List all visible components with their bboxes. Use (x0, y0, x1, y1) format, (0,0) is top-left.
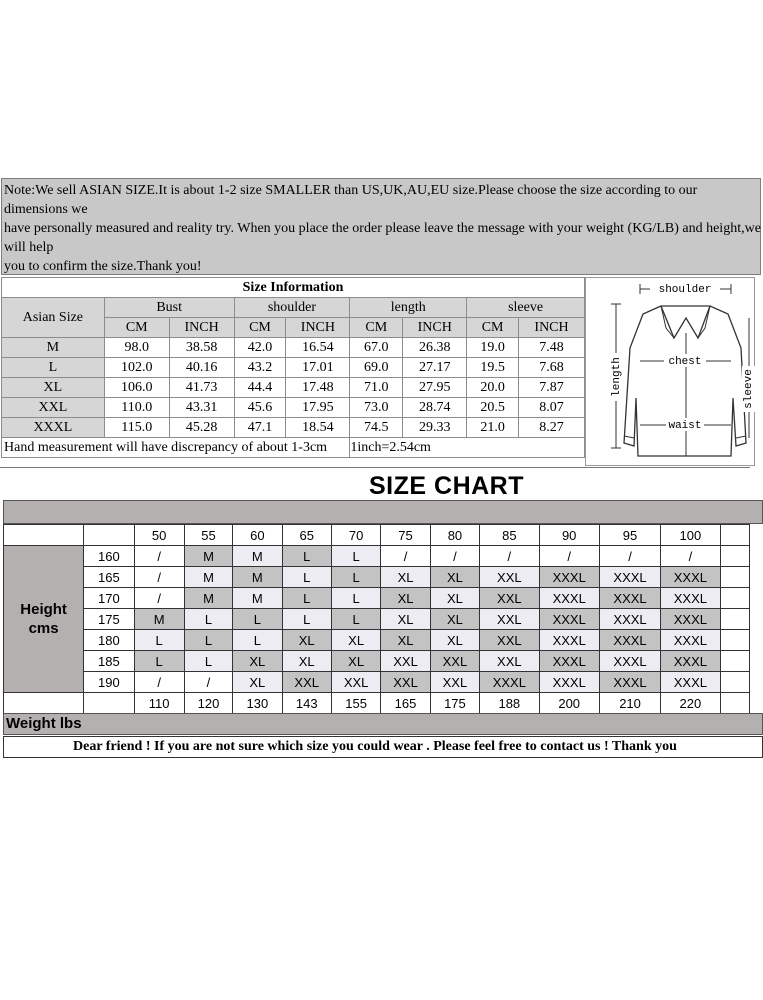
length-header: length (350, 298, 467, 318)
measurement-cell: 98.0 (104, 338, 169, 358)
size-cell: M (233, 567, 282, 588)
size-cell: XL (430, 609, 479, 630)
blank-cell (84, 693, 134, 714)
size-cell: L (233, 609, 282, 630)
size-cell: L (331, 588, 380, 609)
size-cell: L (184, 630, 232, 651)
size-chart-title: SIZE CHART (369, 472, 524, 500)
size-cell: XXXL (599, 567, 660, 588)
weight-kg-cell: 60 (233, 525, 282, 546)
note-line: have personally measured and reality try. When you place the order please leave the message with your weight (KG/LB) and height,we (4, 221, 761, 236)
measurement-cell: 69.0 (350, 358, 403, 378)
size-cell: XXXL (539, 630, 599, 651)
size-label: M (2, 338, 105, 358)
size-cell: XXXL (599, 651, 660, 672)
measurement-cell: 73.0 (350, 398, 403, 418)
size-cell: L (184, 609, 232, 630)
weight-kg-cell: 55 (184, 525, 232, 546)
size-cell: L (282, 609, 331, 630)
size-cell: XL (282, 651, 331, 672)
blank-cell (720, 693, 749, 714)
measurement-cell: 17.01 (286, 358, 350, 378)
size-cell: L (282, 588, 331, 609)
blank-cell (4, 525, 84, 546)
weight-kg-cell: 80 (430, 525, 479, 546)
measurement-cell: 7.87 (519, 378, 585, 398)
size-cell: XXXL (480, 672, 539, 693)
height-cell: 170 (84, 588, 134, 609)
note-line: dimensions we (4, 202, 88, 217)
blank-cell (4, 693, 84, 714)
size-cell: / (539, 546, 599, 567)
blank-cell (720, 651, 749, 672)
size-chart-title-area (0, 467, 750, 502)
size-cell: L (331, 609, 380, 630)
measurement-cell: 45.28 (169, 418, 234, 438)
unit-inch: INCH (286, 318, 350, 338)
size-cell: XXL (282, 672, 331, 693)
blank-cell (720, 672, 749, 693)
weight-lbs-cell: 175 (430, 693, 479, 714)
size-cell: XXXL (661, 651, 720, 672)
conversion-text: 1inch=2.54cm (350, 439, 431, 455)
size-cell: XL (331, 651, 380, 672)
size-cell: M (134, 609, 184, 630)
size-information-table (1, 277, 585, 458)
size-cell: XXXL (661, 609, 720, 630)
unit-cm: CM (350, 318, 403, 338)
measurement-cell: 42.0 (234, 338, 286, 358)
size-row (2, 378, 585, 398)
size-cell: XXXL (661, 588, 720, 609)
weight-kg-cell: 95 (599, 525, 660, 546)
weight-lbs-cell: 155 (331, 693, 380, 714)
size-row (2, 358, 585, 378)
size-cell: XL (233, 672, 282, 693)
measurement-cell: 7.68 (519, 358, 585, 378)
height-row (4, 567, 750, 588)
unit-inch: INCH (519, 318, 585, 338)
size-cell: XL (381, 588, 430, 609)
size-cell: / (184, 672, 232, 693)
weight-kg-cell: 90 (539, 525, 599, 546)
unit-cm: CM (467, 318, 519, 338)
measurement-cell: 106.0 (104, 378, 169, 398)
size-cell: XL (430, 567, 479, 588)
bust-header: Bust (104, 298, 234, 318)
size-cell: / (134, 546, 184, 567)
blank-cell (720, 525, 749, 546)
measurement-cell: 27.95 (403, 378, 467, 398)
height-cms-label (4, 546, 84, 693)
size-cell: XL (381, 567, 430, 588)
note-line: will help (4, 240, 54, 255)
weight-lbs-row (4, 693, 750, 714)
size-cell: M (233, 546, 282, 567)
asian-size-header: Asian Size (2, 298, 105, 338)
weight-kg-cell: 50 (134, 525, 184, 546)
measurement-cell: 20.5 (467, 398, 519, 418)
size-cell: XXXL (599, 609, 660, 630)
size-cell: XXXL (539, 651, 599, 672)
size-note (1, 178, 761, 275)
measurement-cell: 43.31 (169, 398, 234, 418)
size-cell: / (134, 567, 184, 588)
chart-header-bar (3, 500, 763, 524)
size-cell: XXL (480, 651, 539, 672)
size-cell: XXXL (539, 588, 599, 609)
measurement-cell: 26.38 (403, 338, 467, 358)
measurement-cell: 40.16 (169, 358, 234, 378)
size-cell: XXXL (599, 588, 660, 609)
size-cell: M (184, 567, 232, 588)
length-label: length (611, 357, 623, 397)
measurement-cell: 38.58 (169, 338, 234, 358)
measurement-cell: 115.0 (104, 418, 169, 438)
size-cell: L (134, 651, 184, 672)
unit-inch: INCH (403, 318, 467, 338)
height-label: Height (20, 601, 67, 618)
weight-kg-cell: 65 (282, 525, 331, 546)
measurement-cell: 43.2 (234, 358, 286, 378)
size-cell: XXXL (599, 672, 660, 693)
size-cell: XXL (331, 672, 380, 693)
weight-lbs-bar (3, 713, 763, 735)
shirt-outline (624, 306, 746, 456)
size-label: XXXL (2, 418, 105, 438)
weight-lbs-cell: 130 (233, 693, 282, 714)
size-cell: XXL (480, 630, 539, 651)
height-row (4, 609, 750, 630)
weight-lbs-cell: 210 (599, 693, 660, 714)
size-cell: L (134, 630, 184, 651)
size-cell: XXXL (661, 672, 720, 693)
size-cell: L (233, 630, 282, 651)
weight-kg-cell: 85 (480, 525, 539, 546)
measurement-cell: 44.4 (234, 378, 286, 398)
measurement-cell: 21.0 (467, 418, 519, 438)
weight-lbs-cell: 188 (480, 693, 539, 714)
measurement-cell: 16.54 (286, 338, 350, 358)
size-cell: XXXL (599, 630, 660, 651)
waist-label: waist (668, 420, 702, 432)
height-row (4, 630, 750, 651)
size-cell: XXXL (539, 567, 599, 588)
blank-cell (84, 525, 134, 546)
measurement-cell: 17.48 (286, 378, 350, 398)
weight-kg-cell: 70 (331, 525, 380, 546)
size-cell: XXL (381, 672, 430, 693)
measurement-cell: 19.5 (467, 358, 519, 378)
size-cell: XXL (480, 567, 539, 588)
size-cell: XXL (430, 672, 479, 693)
measurement-cell: 29.33 (403, 418, 467, 438)
size-cell: XXXL (539, 609, 599, 630)
height-cell: 180 (84, 630, 134, 651)
sleeve-label: sleeve (743, 369, 755, 409)
contact-message: Dear friend ! If you are not sure which size you could wear . Please feel free to contact us ! Thank you (73, 739, 677, 754)
size-row (2, 398, 585, 418)
cms-label: cms (28, 620, 59, 637)
contact-footer (3, 736, 763, 758)
size-cell: XL (381, 630, 430, 651)
inch-conversion (350, 438, 585, 458)
measurement-cell: 8.27 (519, 418, 585, 438)
size-cell: XXL (381, 651, 430, 672)
size-cell: XL (430, 588, 479, 609)
measurement-footnote: Hand measurement will have discrepancy of about 1-3cm (2, 438, 350, 458)
size-cell: L (331, 546, 380, 567)
shirt-illustration (586, 278, 756, 467)
note-line: Note:We sell ASIAN SIZE.It is about 1-2 size SMALLER than US,UK,AU,EU size.Please choose the size according to our (4, 183, 698, 198)
height-row (4, 546, 750, 567)
size-cell: XL (233, 651, 282, 672)
size-cell: / (599, 546, 660, 567)
size-cell: L (282, 546, 331, 567)
weight-kg-cell: 100 (661, 525, 720, 546)
size-cell: XXXL (539, 672, 599, 693)
measurement-cell: 27.17 (403, 358, 467, 378)
measurement-cell: 19.0 (467, 338, 519, 358)
size-cell: XXL (480, 588, 539, 609)
size-row (2, 418, 585, 438)
shoulder-label: shoulder (658, 284, 712, 296)
size-cell: L (331, 567, 380, 588)
size-cell: / (381, 546, 430, 567)
size-cell: M (184, 546, 232, 567)
unit-cm: CM (234, 318, 286, 338)
size-cell: / (134, 588, 184, 609)
height-cell: 160 (84, 546, 134, 567)
measurement-cell: 110.0 (104, 398, 169, 418)
size-chart-image (0, 177, 761, 760)
size-cell: / (134, 672, 184, 693)
weight-lbs-cell: 220 (661, 693, 720, 714)
size-cell: XL (282, 630, 331, 651)
blank-cell (720, 609, 749, 630)
size-information-title: Size Information (2, 278, 585, 298)
measurement-cell: 67.0 (350, 338, 403, 358)
weight-lbs-label: Weight lbs (6, 715, 82, 732)
size-cell: L (282, 567, 331, 588)
unit-cm: CM (104, 318, 169, 338)
size-cell: L (184, 651, 232, 672)
weight-lbs-cell: 200 (539, 693, 599, 714)
height-row (4, 588, 750, 609)
size-cell: XXXL (661, 630, 720, 651)
size-cell: / (661, 546, 720, 567)
size-cell: XL (430, 630, 479, 651)
size-chart-table (3, 524, 750, 714)
size-label: XL (2, 378, 105, 398)
measurement-cell: 41.73 (169, 378, 234, 398)
weight-lbs-cell: 120 (184, 693, 232, 714)
weight-kg-cell: 75 (381, 525, 430, 546)
measurement-cell: 18.54 (286, 418, 350, 438)
measurement-cell: 74.5 (350, 418, 403, 438)
size-cell: XL (381, 609, 430, 630)
shirt-diagram (585, 277, 755, 466)
blank-cell (720, 567, 749, 588)
size-cell: M (184, 588, 232, 609)
measurement-cell: 20.0 (467, 378, 519, 398)
measurement-cell: 17.95 (286, 398, 350, 418)
weight-lbs-cell: 143 (282, 693, 331, 714)
height-cell: 175 (84, 609, 134, 630)
size-cell: XXXL (661, 567, 720, 588)
chest-label: chest (668, 356, 702, 368)
height-cell: 165 (84, 567, 134, 588)
blank-cell (720, 630, 749, 651)
height-cell: 190 (84, 672, 134, 693)
size-cell: M (233, 588, 282, 609)
size-cell: XXL (480, 609, 539, 630)
size-cell: XXL (430, 651, 479, 672)
blank-cell (720, 546, 749, 567)
weight-kg-row (4, 525, 750, 546)
size-cell: / (480, 546, 539, 567)
size-label: L (2, 358, 105, 378)
height-row (4, 672, 750, 693)
size-label: XXL (2, 398, 105, 418)
size-cell: / (430, 546, 479, 567)
note-line: you to confirm the size.Thank you! (4, 259, 202, 274)
measurement-cell: 71.0 (350, 378, 403, 398)
measurement-cell: 7.48 (519, 338, 585, 358)
size-row (2, 338, 585, 358)
measurement-cell: 102.0 (104, 358, 169, 378)
height-cell: 185 (84, 651, 134, 672)
height-row (4, 651, 750, 672)
size-cell: XL (331, 630, 380, 651)
measurement-cell: 28.74 (403, 398, 467, 418)
sleeve-header: sleeve (467, 298, 585, 318)
blank-cell (720, 588, 749, 609)
weight-lbs-cell: 165 (381, 693, 430, 714)
shoulder-header: shoulder (234, 298, 350, 318)
measurement-cell: 8.07 (519, 398, 585, 418)
unit-inch: INCH (169, 318, 234, 338)
measurement-cell: 47.1 (234, 418, 286, 438)
measurement-cell: 45.6 (234, 398, 286, 418)
weight-lbs-cell: 110 (134, 693, 184, 714)
